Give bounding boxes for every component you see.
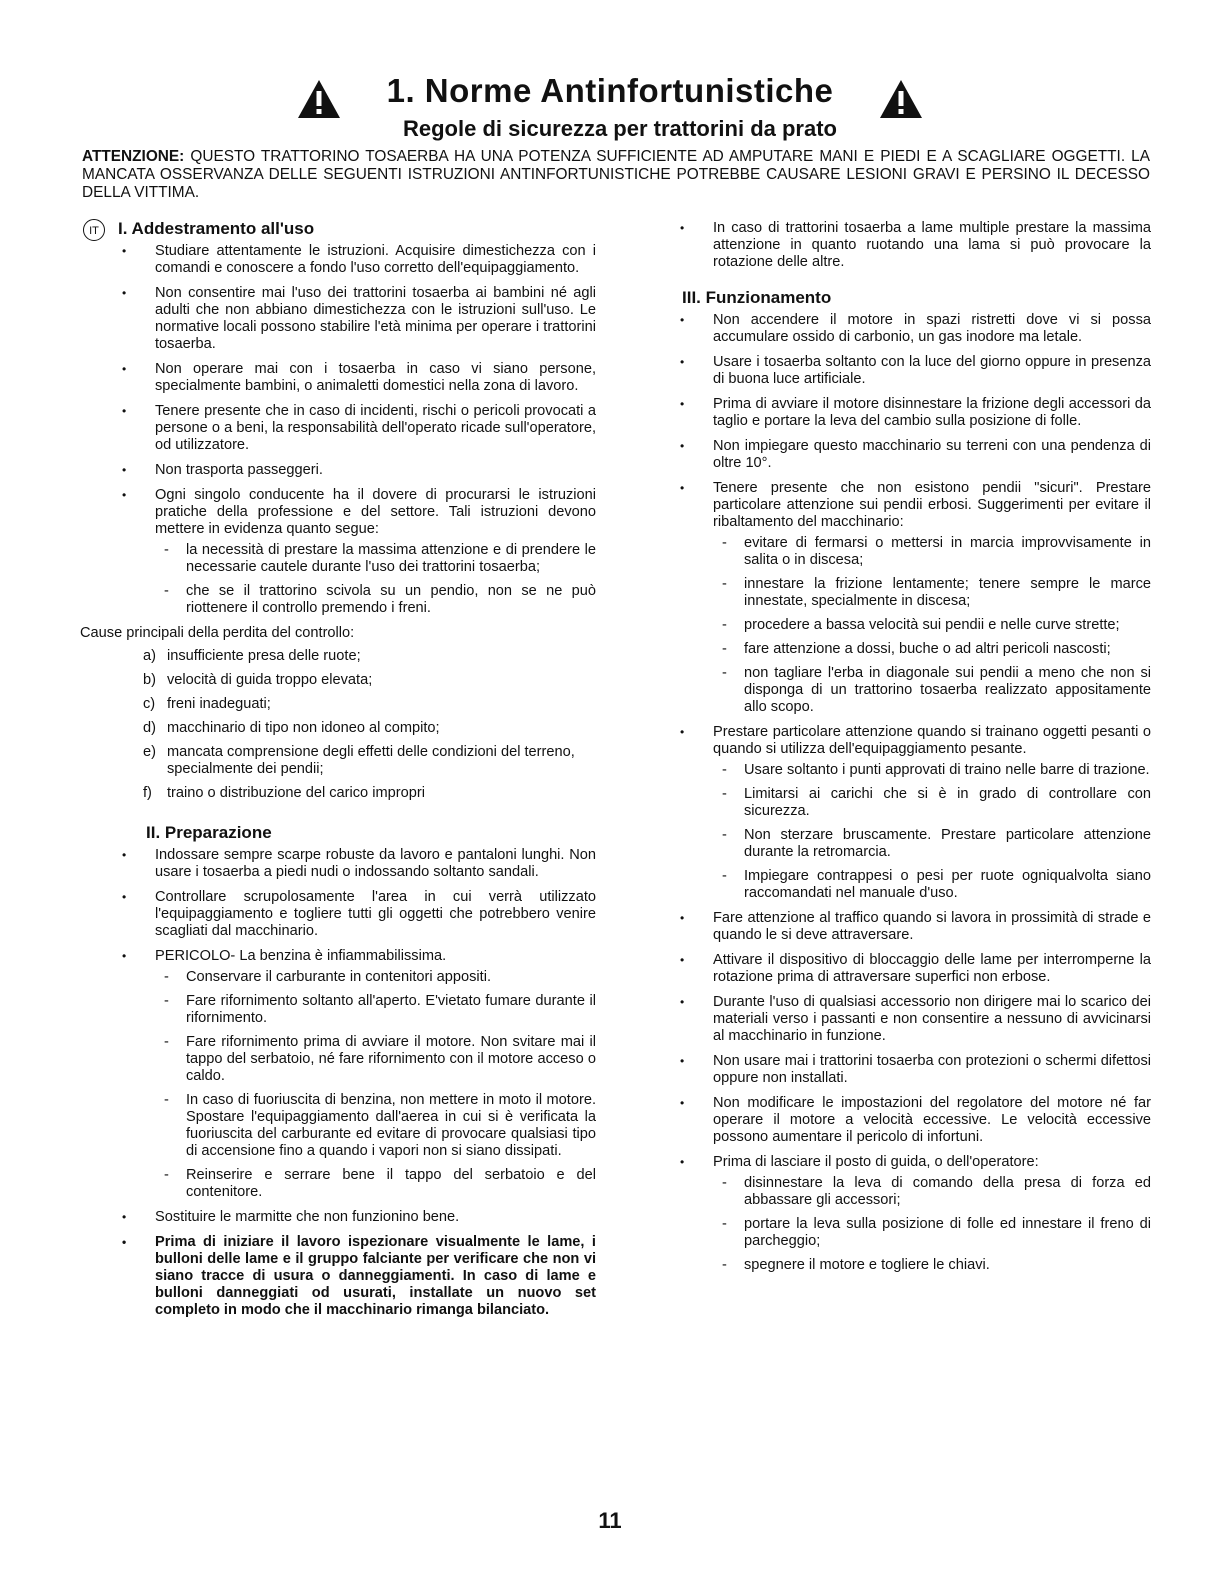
sublist-item: - Impiegare contrappesi o pesi per ruote ogniqualvolta siano raccomandati nel manuale d'uso. (713, 868, 1151, 902)
cause-item (118, 672, 596, 689)
list-item (676, 480, 1151, 716)
causes-list (118, 648, 596, 802)
left-column (80, 219, 596, 1327)
list-item: • Non modificare le impostazioni del regolatore del motore né far operare il motore a velocità eccessive. Le velocità eccessive possono aumentare il pericolo di infortuni. (676, 1095, 1151, 1146)
cause-item (118, 744, 596, 778)
list-item-text: PERICOLO- La benzina è infiammabilissima. (155, 948, 447, 964)
list-item: • Controllare scrupolosamente l'area in cui verrà utilizzato l'equipaggiamento e togliere tutti gli oggetti che potrebbero venire scagliati dal macchinario. (118, 889, 596, 940)
sublist-item: - disinnestare la leva di comando della presa di forza ed abbassare gli accessori; (713, 1175, 1151, 1209)
section-title-preparation: II. Preparazione (146, 823, 272, 842)
list-item: • In caso di trattorini tosaerba a lame multiple prestare la massima attenzione in quanto ruotando una lama si può provocare la rotazione delle altre. (676, 220, 1151, 271)
cause-item (118, 696, 596, 713)
list-item: • Sostituire le marmitte che non funzionino bene. (118, 1209, 596, 1226)
cause-label: e) (143, 744, 156, 760)
list-item: • Indossare sempre scarpe robuste da lavoro e pantaloni lunghi. Non usare i tosaerba a piedi nudi o indossando soltanto sandali. (118, 847, 596, 881)
cause-label: c) (143, 696, 156, 712)
list-item: • Non operare mai con i tosaerba in caso vi siano persone, specialmente bambini, o animaletti domestici nella zona di lavoro. (118, 361, 596, 395)
sublist-item: - non tagliare l'erba in diagonale sui pendii a meno che non si disponga di un trattorino tosaerba realizzato appositamente allo scopo. (713, 665, 1151, 716)
preparation-list-continued (676, 220, 1151, 271)
sublist-item: - Usare soltanto i punti approvati di traino nelle barre di trazione. (713, 762, 1151, 779)
sublist (713, 1175, 1151, 1274)
cause-label: b) (143, 672, 156, 688)
sublist-item: - procedere a bassa velocità sui pendii e nelle curve strette; (713, 617, 1151, 634)
section-title-training: I. Addestramento all'uso (118, 219, 315, 238)
list-item: • Usare i tosaerba soltanto con la luce del giorno oppure in presenza di buona luce artificiale. (676, 354, 1151, 388)
cause-item (118, 785, 596, 802)
sublist-item: - fare attenzione a dossi, buche o ad altri pericoli nascosti; (713, 641, 1151, 658)
list-item: • Prima di avviare il motore disinnestare la frizione degli accessori da taglio e portare la leva del cambio sulla posizione di folle. (676, 396, 1151, 430)
cause-label: d) (143, 720, 156, 736)
cause-text: freni inadeguati; (167, 696, 271, 712)
list-item: • Non usare mai i trattorini tosaerba con protezioni o schermi difettosi oppure non installati. (676, 1053, 1151, 1087)
training-list (118, 243, 596, 617)
sublist (713, 535, 1151, 716)
page-subtitle: Regole di sicurezza per trattorini da prato (403, 116, 837, 141)
sublist (155, 542, 596, 617)
sublist (713, 762, 1151, 902)
warning-triangle-icon (296, 78, 342, 120)
list-item: • Attivare il dispositivo di bloccaggio delle lame per interromperne la rotazione prima di attraversare superfici non erbose. (676, 952, 1151, 986)
list-item: • Non accendere il motore in spazi ristretti dove vi si possa accumulare ossido di carbonio, un gas inodore ma letale. (676, 312, 1151, 346)
list-item-text: Tenere presente che non esistono pendii "sicuri". Prestare particolare attenzione sui pendii erbosi. Suggerimenti per evitare il ribaltamento del macchinario: (713, 480, 1151, 530)
sublist-item: - innestare la frizione lentamente; tenere sempre le marce innestate, specialmente in discesa; (713, 576, 1151, 610)
cause-text: velocità di guida troppo elevata; (167, 672, 373, 688)
list-item: • Tenere presente che in caso di incidenti, rischi o pericoli provocati a persone o a beni, la responsabilità dell'operato ricade sull'operatore, od utilizzatore. (118, 403, 596, 454)
cause-item (118, 720, 596, 737)
list-item: • Fare attenzione al traffico quando si lavora in prossimità di strade e quando le si deve attraversare. (676, 910, 1151, 944)
sublist-item: - evitare di fermarsi o mettersi in marcia improvvisamente in salita o in discesa; (713, 535, 1151, 569)
language-badge: IT (83, 219, 105, 241)
sublist (155, 969, 596, 1201)
causes-heading: Cause principali della perdita del controllo: (80, 625, 355, 641)
list-item: • Durante l'uso di qualsiasi accessorio non dirigere mai lo scarico dei materiali verso i passanti e non consentire a nessuno di avvicinarsi al macchinario in funzione. (676, 994, 1151, 1045)
cause-label: f) (143, 785, 152, 801)
list-item (118, 487, 596, 617)
sublist-item: - spegnere il motore e togliere le chiavi. (713, 1257, 1151, 1274)
sublist-item: - Fare rifornimento soltanto all'aperto. E'vietato fumare durante il rifornimento. (155, 993, 596, 1027)
cause-text: traino o distribuzione del carico impropri (167, 785, 425, 801)
sublist-item: - Conservare il carburante in contenitori appositi. (155, 969, 596, 986)
sublist-item: - Fare rifornimento prima di avviare il motore. Non svitare mai il tappo del serbatoio, né fare rifornimento con il motore acceso o caldo. (155, 1034, 596, 1085)
warning-triangle-icon (878, 78, 924, 120)
list-item-text: Prestare particolare attenzione quando si trainano oggetti pesanti o quando si utilizza dell'equipaggiamento pesante. (713, 724, 1151, 757)
section-title-operation: III. Funzionamento (682, 288, 832, 307)
list-item (676, 724, 1151, 902)
right-column (676, 220, 1151, 1282)
cause-item (118, 648, 596, 665)
preparation-list (118, 847, 596, 1319)
cause-label: a) (143, 648, 156, 664)
sublist-item: - Reinserire e serrare bene il tappo del serbatoio e del contenitore. (155, 1167, 596, 1201)
list-item: • Non trasporta passeggeri. (118, 462, 596, 479)
page-number: 11 (598, 1508, 622, 1533)
page-title: 1. Norme Antinfortunistiche (386, 72, 834, 109)
list-item: • Non impiegare questo macchinario su terreni con una pendenza di oltre 10°. (676, 438, 1151, 472)
cause-text: mancata comprensione degli effetti delle condizioni del terreno, specialmente dei pendii; (167, 744, 575, 777)
list-item-text: Ogni singolo conducente ha il dovere di procurarsi le istruzioni pratiche della professione e del settore. Tali istruzioni devono mettere in evidenza quanto segue: (155, 487, 596, 537)
list-item: • Studiare attentamente le istruzioni. Acquisire dimestichezza con i comandi e conoscere a fondo l'uso corretto dell'equipaggiamento. (118, 243, 596, 277)
list-item (676, 1154, 1151, 1274)
list-item: • Prima di iniziare il lavoro ispezionare visualmente le lame, i bulloni delle lame e il gruppo falciante per verificare che non vi siano tracce di usura o danneggiamenti. In caso di lame e bulloni danneggiati od usurati, installate un nuovo set completo in modo che il macchinario rimanga bilanciato. (118, 1234, 596, 1319)
operation-list (676, 312, 1151, 1274)
sublist-item: - portare la leva sulla posizione di folle ed innestare il freno di parcheggio; (713, 1216, 1151, 1250)
cause-text: insufficiente presa delle ruote; (167, 648, 361, 664)
safety-warning (82, 148, 1150, 202)
list-item-text: Prima di lasciare il posto di guida, o dell'operatore: (713, 1154, 1039, 1170)
warning-lead: ATTENZIONE: (82, 148, 185, 165)
list-item (118, 948, 596, 1201)
sublist-item: - In caso di fuoriuscita di benzina, non mettere in moto il motore. Spostare l'equipaggiamento dall'aerea in cui si è verificata la fuoriuscita del carburante ed evitare di provocare qualsiasi tipo di accensione fino a quando i vapori non si siano dissipati. (155, 1092, 596, 1160)
list-item: • Non consentire mai l'uso dei trattorini tosaerba ai bambini né agli adulti che non abbiano dimestichezza con le istruzioni sull'uso. Le normative locali possono stabilire l'età minima per operare i trattorini tosaerba. (118, 285, 596, 353)
sublist-item: - Non sterzare bruscamente. Prestare particolare attenzione durante la retromarcia. (713, 827, 1151, 861)
cause-text: macchinario di tipo non idoneo al compito; (167, 720, 440, 736)
sublist-item: - che se il trattorino scivola su un pendio, non se ne può riottenere il controllo premendo i freni. (155, 583, 596, 617)
sublist-item: - Limitarsi ai carichi che si è in grado di controllare con sicurezza. (713, 786, 1151, 820)
sublist-item: - la necessità di prestare la massima attenzione e di prendere le necessarie cautele durante l'uso dei trattorini tosaerba; (155, 542, 596, 576)
warning-text: QUESTO TRATTORINO TOSAERBA HA UNA POTENZA SUFFICIENTE AD AMPUTARE MANI E PIEDI E A SCAGLIARE OGGETTI. LA MANCATA OSSERVANZA DELLE SEGUENTI ISTRUZIONI ANTINFORTUNISTICHE POTREBBE CAUSARE LESIONI GRAVI E PERSINO IL DECESSO DELLA VITTIMA. (82, 148, 1150, 201)
